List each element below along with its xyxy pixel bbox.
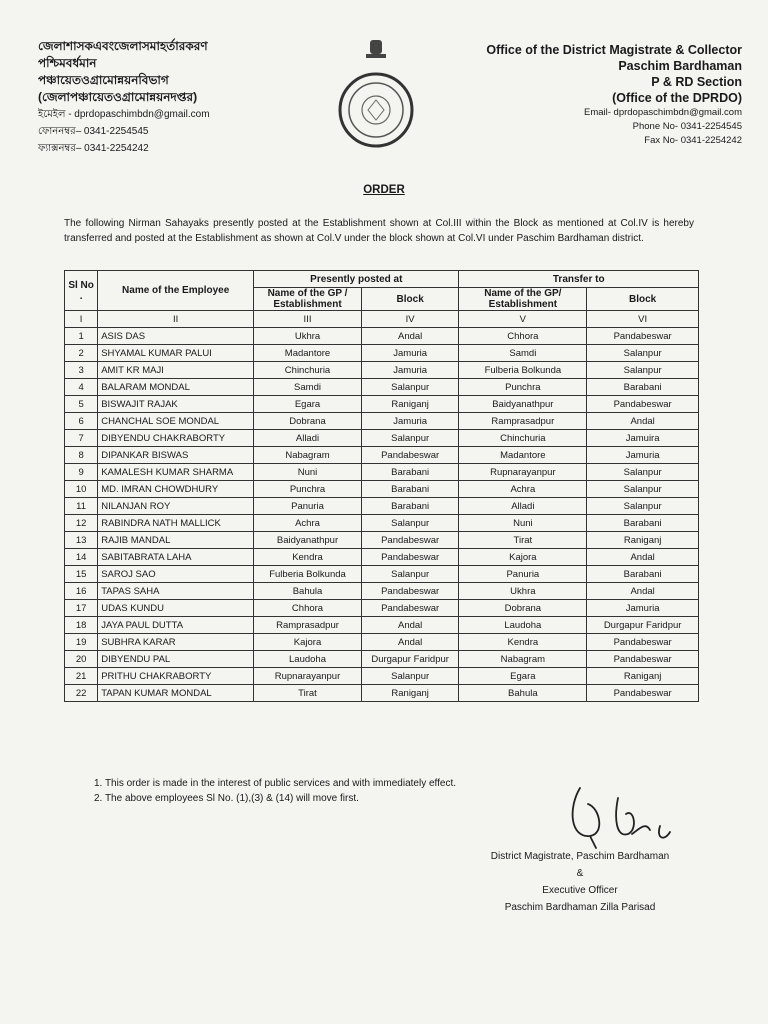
table-cell: Barabani bbox=[361, 498, 459, 515]
phone-line: Phone No- 0341-2254545 bbox=[632, 121, 742, 132]
table-cell: 21 bbox=[65, 668, 98, 685]
table-cell: 22 bbox=[65, 685, 98, 702]
table-cell: Barabani bbox=[361, 464, 459, 481]
letterhead-line: পঞ্চায়েতওগ্রামোন্নয়নবিভাগ bbox=[38, 73, 169, 87]
table-cell: Jamuria bbox=[361, 345, 459, 362]
letterhead-line: ফ্যাক্সনম্বর– 0341-2254242 bbox=[38, 143, 149, 154]
office-sub: (Office of the DPRDO) bbox=[612, 91, 742, 105]
table-cell: Alladi bbox=[459, 498, 587, 515]
order-notes bbox=[94, 776, 456, 806]
table-cell: 2 bbox=[65, 345, 98, 362]
designation-line: District Magistrate, Paschim Bardhaman bbox=[490, 851, 670, 862]
table-cell: RABINDRA NATH MALLICK bbox=[98, 515, 254, 532]
table-cell: Andal bbox=[361, 617, 459, 634]
table-cell: Salanpur bbox=[361, 515, 459, 532]
table-cell: Salanpur bbox=[361, 379, 459, 396]
table-cell: 14 bbox=[65, 549, 98, 566]
table-cell: 1 bbox=[65, 328, 98, 345]
table-cell: KAMALESH KUMAR SHARMA bbox=[98, 464, 254, 481]
table-cell: Nuni bbox=[254, 464, 362, 481]
table-cell: Dobrana bbox=[459, 600, 587, 617]
table-cell: Laudoha bbox=[254, 651, 362, 668]
table-cell: 10 bbox=[65, 481, 98, 498]
district-name: Paschim Bardhaman bbox=[618, 59, 742, 73]
table-cell: Baidyanathpur bbox=[254, 532, 362, 549]
table-cell: Durgapur Faridpur bbox=[361, 651, 459, 668]
table-cell: DIBYENDU PAL bbox=[98, 651, 254, 668]
table-cell: 12 bbox=[65, 515, 98, 532]
table-cell: Pandabeswar bbox=[587, 396, 699, 413]
table-cell: ASIS DAS bbox=[98, 328, 254, 345]
table-cell: Ramprasadpur bbox=[254, 617, 362, 634]
roman-cell: V bbox=[459, 311, 587, 328]
note-item: 1. This order is made in the interest of public services and with immediately effect. bbox=[94, 778, 457, 789]
table-cell: NILANJAN ROY bbox=[98, 498, 254, 515]
table-row bbox=[65, 600, 699, 617]
table-cell: Panuria bbox=[254, 498, 362, 515]
table-cell: 8 bbox=[65, 447, 98, 464]
table-row bbox=[65, 498, 699, 515]
table-cell: 3 bbox=[65, 362, 98, 379]
table-cell: Andal bbox=[361, 634, 459, 651]
table-cell: Pandabeswar bbox=[587, 328, 699, 345]
table-row bbox=[65, 464, 699, 481]
roman-numeral-row bbox=[65, 311, 699, 328]
table-cell: Nabagram bbox=[459, 651, 587, 668]
letterhead-line: ইমেইল - dprdopaschimbdn@gmail.com bbox=[38, 109, 210, 120]
table-cell: AMIT KR MAJI bbox=[98, 362, 254, 379]
section-name: P & RD Section bbox=[651, 75, 742, 89]
table-cell: Nuni bbox=[459, 515, 587, 532]
table-cell: Dobrana bbox=[254, 413, 362, 430]
table-row bbox=[65, 617, 699, 634]
table-cell: Pandabeswar bbox=[587, 651, 699, 668]
table-cell: Salanpur bbox=[587, 498, 699, 515]
table-cell: PRITHU CHAKRABORTY bbox=[98, 668, 254, 685]
table-cell: Barabani bbox=[587, 379, 699, 396]
table-cell: SABITABRATA LAHA bbox=[98, 549, 254, 566]
table-cell: Jamuria bbox=[587, 600, 699, 617]
table-cell: 11 bbox=[65, 498, 98, 515]
fax-line: Fax No- 0341-2254242 bbox=[644, 135, 742, 146]
table-cell: Rupnarayanpur bbox=[459, 464, 587, 481]
table-row bbox=[65, 345, 699, 362]
table-cell: Baidyanathpur bbox=[459, 396, 587, 413]
order-intro: The following Nirman Sahayaks presently posted at the Establishment shown at Col.III within the Block as mentioned at Col.IV is hereby transferred and posted at the Establishment as shown at Col.V under the block shown at Col.VI under Paschim Bardhaman district. bbox=[64, 218, 694, 244]
table-cell: 20 bbox=[65, 651, 98, 668]
table-cell: Andal bbox=[587, 549, 699, 566]
col-transfer-gp: Name of the GP/ Establishment bbox=[459, 288, 587, 311]
table-row bbox=[65, 566, 699, 583]
table-cell: Pandabeswar bbox=[361, 532, 459, 549]
table-cell: BISWAJIT RAJAK bbox=[98, 396, 254, 413]
roman-cell: II bbox=[98, 311, 254, 328]
letterhead-line: পশ্চিমবর্ধমান bbox=[38, 56, 97, 70]
table-cell: 9 bbox=[65, 464, 98, 481]
table-cell: CHANCHAL SOE MONDAL bbox=[98, 413, 254, 430]
table-cell: Kendra bbox=[459, 634, 587, 651]
table-cell: Rupnarayanpur bbox=[254, 668, 362, 685]
table-cell: Fulberia Bolkunda bbox=[459, 362, 587, 379]
letterhead-line: ফোননম্বর– 0341-2254545 bbox=[38, 126, 149, 137]
table-cell: Salanpur bbox=[587, 362, 699, 379]
table-row bbox=[65, 430, 699, 447]
table-cell: Ukhra bbox=[459, 583, 587, 600]
table-cell: 6 bbox=[65, 413, 98, 430]
table-cell: Barabani bbox=[361, 481, 459, 498]
table-cell: Kajora bbox=[459, 549, 587, 566]
table-row bbox=[65, 481, 699, 498]
table-cell: DIBYENDU CHAKRABORTY bbox=[98, 430, 254, 447]
table-cell: Kajora bbox=[254, 634, 362, 651]
table-cell: Pandabeswar bbox=[587, 685, 699, 702]
table-cell: TAPAS SAHA bbox=[98, 583, 254, 600]
table-cell: 15 bbox=[65, 566, 98, 583]
table-cell: Panuria bbox=[459, 566, 587, 583]
table-cell: Jamuira bbox=[587, 430, 699, 447]
table-row bbox=[65, 583, 699, 600]
table-cell: Samdi bbox=[459, 345, 587, 362]
signature-icon bbox=[560, 778, 690, 858]
transfer-table bbox=[64, 270, 699, 702]
table-cell: Raniganj bbox=[361, 685, 459, 702]
table-cell: Salanpur bbox=[587, 345, 699, 362]
table-row bbox=[65, 685, 699, 702]
table-cell: MD. IMRAN CHOWDHURY bbox=[98, 481, 254, 498]
table-cell: 5 bbox=[65, 396, 98, 413]
table-cell: Salanpur bbox=[361, 430, 459, 447]
col-present-block: Block bbox=[361, 288, 459, 311]
office-name: Office of the District Magistrate & Collector bbox=[486, 43, 742, 57]
email-line: Email- dprdopaschimbdn@gmail.com bbox=[583, 107, 742, 118]
table-cell: UDAS KUNDU bbox=[98, 600, 254, 617]
table-cell: Ramprasadpur bbox=[459, 413, 587, 430]
table-cell: 17 bbox=[65, 600, 98, 617]
table-cell: Bahula bbox=[254, 583, 362, 600]
table-cell: Salanpur bbox=[361, 668, 459, 685]
table-cell: Samdi bbox=[254, 379, 362, 396]
order-title: ORDER bbox=[363, 184, 405, 196]
table-cell: Alladi bbox=[254, 430, 362, 447]
table-cell: Pandabeswar bbox=[361, 583, 459, 600]
government-seal-icon bbox=[328, 38, 424, 150]
table-cell: 13 bbox=[65, 532, 98, 549]
table-row bbox=[65, 651, 699, 668]
col-employee: Name of the Employee bbox=[98, 271, 254, 311]
table-cell: Punchra bbox=[254, 481, 362, 498]
table-cell: Tirat bbox=[254, 685, 362, 702]
table-cell: Raniganj bbox=[587, 668, 699, 685]
table-cell: Laudoha bbox=[459, 617, 587, 634]
note-item: 2. The above employees Sl No. (1),(3) & (14) will move first. bbox=[94, 793, 359, 804]
table-row bbox=[65, 362, 699, 379]
table-cell: Ukhra bbox=[254, 328, 362, 345]
designation-line: Paschim Bardhaman Zilla Parisad bbox=[504, 902, 656, 913]
col-group-transfer: Transfer to bbox=[459, 271, 699, 288]
table-cell: 18 bbox=[65, 617, 98, 634]
table-cell: Andal bbox=[361, 328, 459, 345]
roman-cell: III bbox=[254, 311, 362, 328]
table-cell: Chinchuria bbox=[459, 430, 587, 447]
table-cell: Raniganj bbox=[587, 532, 699, 549]
table-cell: 19 bbox=[65, 634, 98, 651]
table-cell: Chhora bbox=[254, 600, 362, 617]
table-cell: SHYAMAL KUMAR PALUI bbox=[98, 345, 254, 362]
table-cell: Jamuria bbox=[361, 413, 459, 430]
english-letterhead bbox=[412, 42, 742, 148]
table-cell: Achra bbox=[254, 515, 362, 532]
table-row bbox=[65, 396, 699, 413]
table-cell: BALARAM MONDAL bbox=[98, 379, 254, 396]
table-cell: Bahula bbox=[459, 685, 587, 702]
table-row bbox=[65, 515, 699, 532]
table-cell: Madantore bbox=[254, 345, 362, 362]
table-cell: Chinchuria bbox=[254, 362, 362, 379]
table-cell: Fulberia Bolkunda bbox=[254, 566, 362, 583]
table-cell: Andal bbox=[587, 413, 699, 430]
table-cell: DIPANKAR BISWAS bbox=[98, 447, 254, 464]
roman-cell: IV bbox=[361, 311, 459, 328]
table-cell: Pandabeswar bbox=[361, 600, 459, 617]
table-cell: Nabagram bbox=[254, 447, 362, 464]
table-row bbox=[65, 328, 699, 345]
table-row bbox=[65, 634, 699, 651]
table-cell: Chhora bbox=[459, 328, 587, 345]
table-cell: Salanpur bbox=[361, 566, 459, 583]
table-row bbox=[65, 413, 699, 430]
table-cell: Andal bbox=[587, 583, 699, 600]
table-cell: RAJIB MANDAL bbox=[98, 532, 254, 549]
bengali-letterhead bbox=[38, 38, 338, 157]
table-cell: Tirat bbox=[459, 532, 587, 549]
table-row bbox=[65, 532, 699, 549]
table-cell: 7 bbox=[65, 430, 98, 447]
table-cell: Madantore bbox=[459, 447, 587, 464]
table-cell: Durgapur Faridpur bbox=[587, 617, 699, 634]
table-cell: Jamuria bbox=[587, 447, 699, 464]
table-cell: 4 bbox=[65, 379, 98, 396]
table-row bbox=[65, 379, 699, 396]
col-group-present: Presently posted at bbox=[254, 271, 459, 288]
table-cell: Achra bbox=[459, 481, 587, 498]
table-cell: Salanpur bbox=[587, 481, 699, 498]
roman-cell: I bbox=[65, 311, 98, 328]
table-row bbox=[65, 447, 699, 464]
table-cell: Punchra bbox=[459, 379, 587, 396]
table-cell: Kendra bbox=[254, 549, 362, 566]
table-cell: SAROJ SAO bbox=[98, 566, 254, 583]
col-transfer-block: Block bbox=[587, 288, 699, 311]
col-present-gp: Name of the GP / Establishment bbox=[254, 288, 362, 311]
table-row bbox=[65, 668, 699, 685]
table-cell: SUBHRA KARAR bbox=[98, 634, 254, 651]
table-cell: Egara bbox=[254, 396, 362, 413]
designation-line: & bbox=[576, 868, 584, 879]
col-sl: Sl No . bbox=[65, 271, 98, 311]
table-row bbox=[65, 549, 699, 566]
roman-cell: VI bbox=[587, 311, 699, 328]
letterhead-line: জেলাশাসকএবংজেলাসমাহর্তারকরণ bbox=[38, 39, 208, 53]
table-cell: Raniganj bbox=[361, 396, 459, 413]
table-cell: Egara bbox=[459, 668, 587, 685]
table-cell: 16 bbox=[65, 583, 98, 600]
table-cell: Barabani bbox=[587, 515, 699, 532]
table-cell: Salanpur bbox=[587, 464, 699, 481]
table-cell: JAYA PAUL DUTTA bbox=[98, 617, 254, 634]
table-cell: Pandabeswar bbox=[361, 447, 459, 464]
table-cell: Jamuria bbox=[361, 362, 459, 379]
letterhead-line: (জেলাপঞ্চায়েতওগ্রামোন্নয়নদপ্তর) bbox=[38, 90, 198, 104]
table-cell: TAPAN KUMAR MONDAL bbox=[98, 685, 254, 702]
table-cell: Pandabeswar bbox=[587, 634, 699, 651]
table-cell: Barabani bbox=[587, 566, 699, 583]
designation-line: Executive Officer bbox=[542, 885, 618, 896]
signatory-designation bbox=[470, 848, 690, 916]
table-cell: Pandabeswar bbox=[361, 549, 459, 566]
